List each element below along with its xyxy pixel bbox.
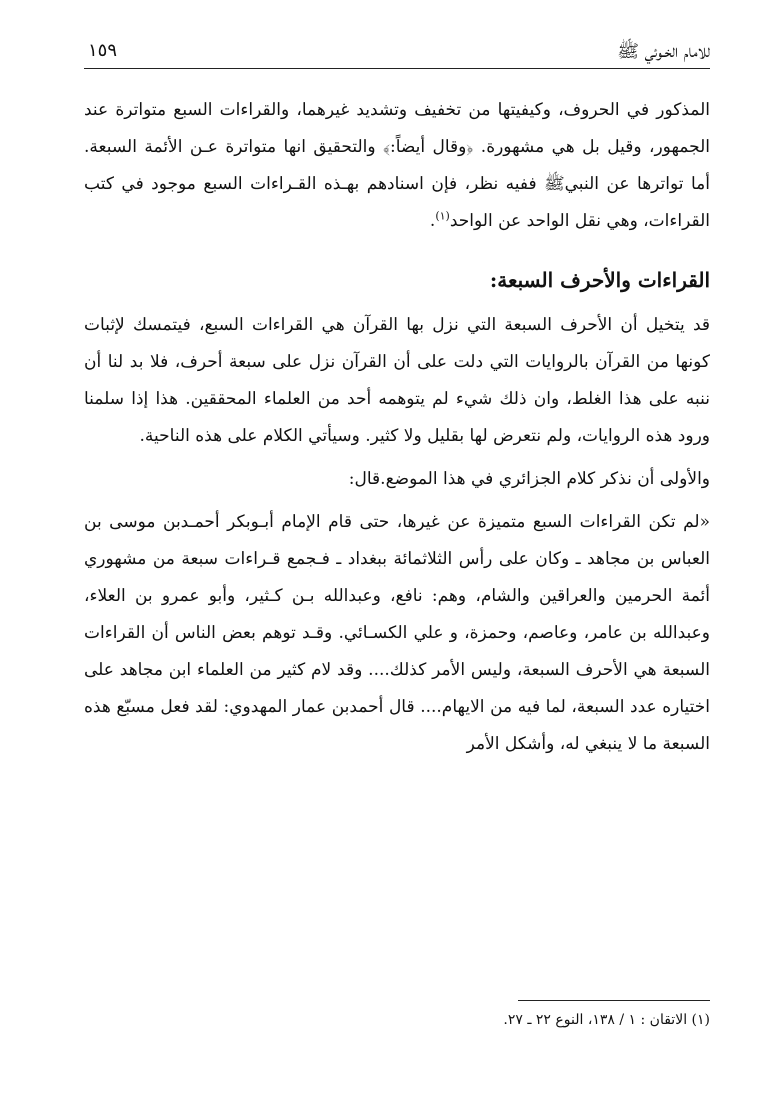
paragraph-text: المذكور في الحروف، وكيفيتها من تخفيف وتشديد غيرهما، والقراءات السبع متواترة عند الجمهور، وقيل بل هي مشهورة. ﴿وقال أيضاً:﴾ والتحقيق انها متواترة عـن الأئمة السبعة. أما تواترها عن النبيﷺ ففيه نظر، فإن اسنادهم بهـذه القـراءات السبع موجود في كتب القراءات، وهي نقل الواحد عن الواحد <box>84 100 710 231</box>
paragraph: والأولى أن نذكر كلام الجزائري في هذا الموضع.قال: <box>348 469 710 489</box>
section-heading: القراءات والأحرف السبعة: <box>489 268 710 292</box>
header-divider <box>84 68 710 69</box>
paragraph <box>84 92 710 240</box>
paragraph-end: . <box>429 211 436 231</box>
footnote: (١) الاتقان : ١ / ١٣٨، النوع ٢٢ ـ ٢٧. <box>503 1012 710 1028</box>
footnote-divider <box>518 1000 710 1001</box>
paragraph: قد يتخيل أن الأحرف السبعة التي نزل بها القرآن هي القراءات السبع، فيتمسك لإثبات كونها من القرآن بالروايات التي دلت على أن القرآن نزل على سبعة أحرف، فلا بد لنا أن ننبه على هذا الغلط، وان ذلك شيء لم يتوهمه أحد من العلماء المحققين. هذا إذا سلمنا ورود هذه الروايات، ولم نتعرض لها بقليل ولا كثير. وسيأتي الكلام على هذه الناحية. <box>84 315 710 446</box>
page-number: ١٥٩ <box>88 40 118 61</box>
page-body <box>84 92 710 763</box>
footnote-marker: (١) <box>435 209 450 223</box>
running-title: للامام الخـوئي ﷺ <box>617 41 710 62</box>
quoted-paragraph: «لم تكن القراءات السبع متميزة عن غيرها، حتى قام الإمام أبـوبكر أحمـدبن موسى بن العباس بن مجاهد ـ وكان على رأس الثلاثمائة ببغداد ـ فـجمع قـراءات سبعة من مشهوري أئمة الحرمين والعراقين والشام، وهم: نافع، وعبدالله بـن كـثير، وأبو عمرو بن العلاء، وعبدالله بن عامر، وعاصم، وحمزة، و علي الكسـائي. وقـد توهم بعض الناس أن القراءات السبعة هي الأحرف السبعة، وليس الأمر كذلك.... وقد لام كثير من العلماء ابن مجاهد على اختياره عدد السبعة، لما فيه من الايهام.... قال أحمدبن عمار المهدوي: لقد فعل مسبّع هذه السبعة ما لا ينبغي له، وأشكل الأمر <box>84 512 710 754</box>
page-header <box>84 38 710 70</box>
